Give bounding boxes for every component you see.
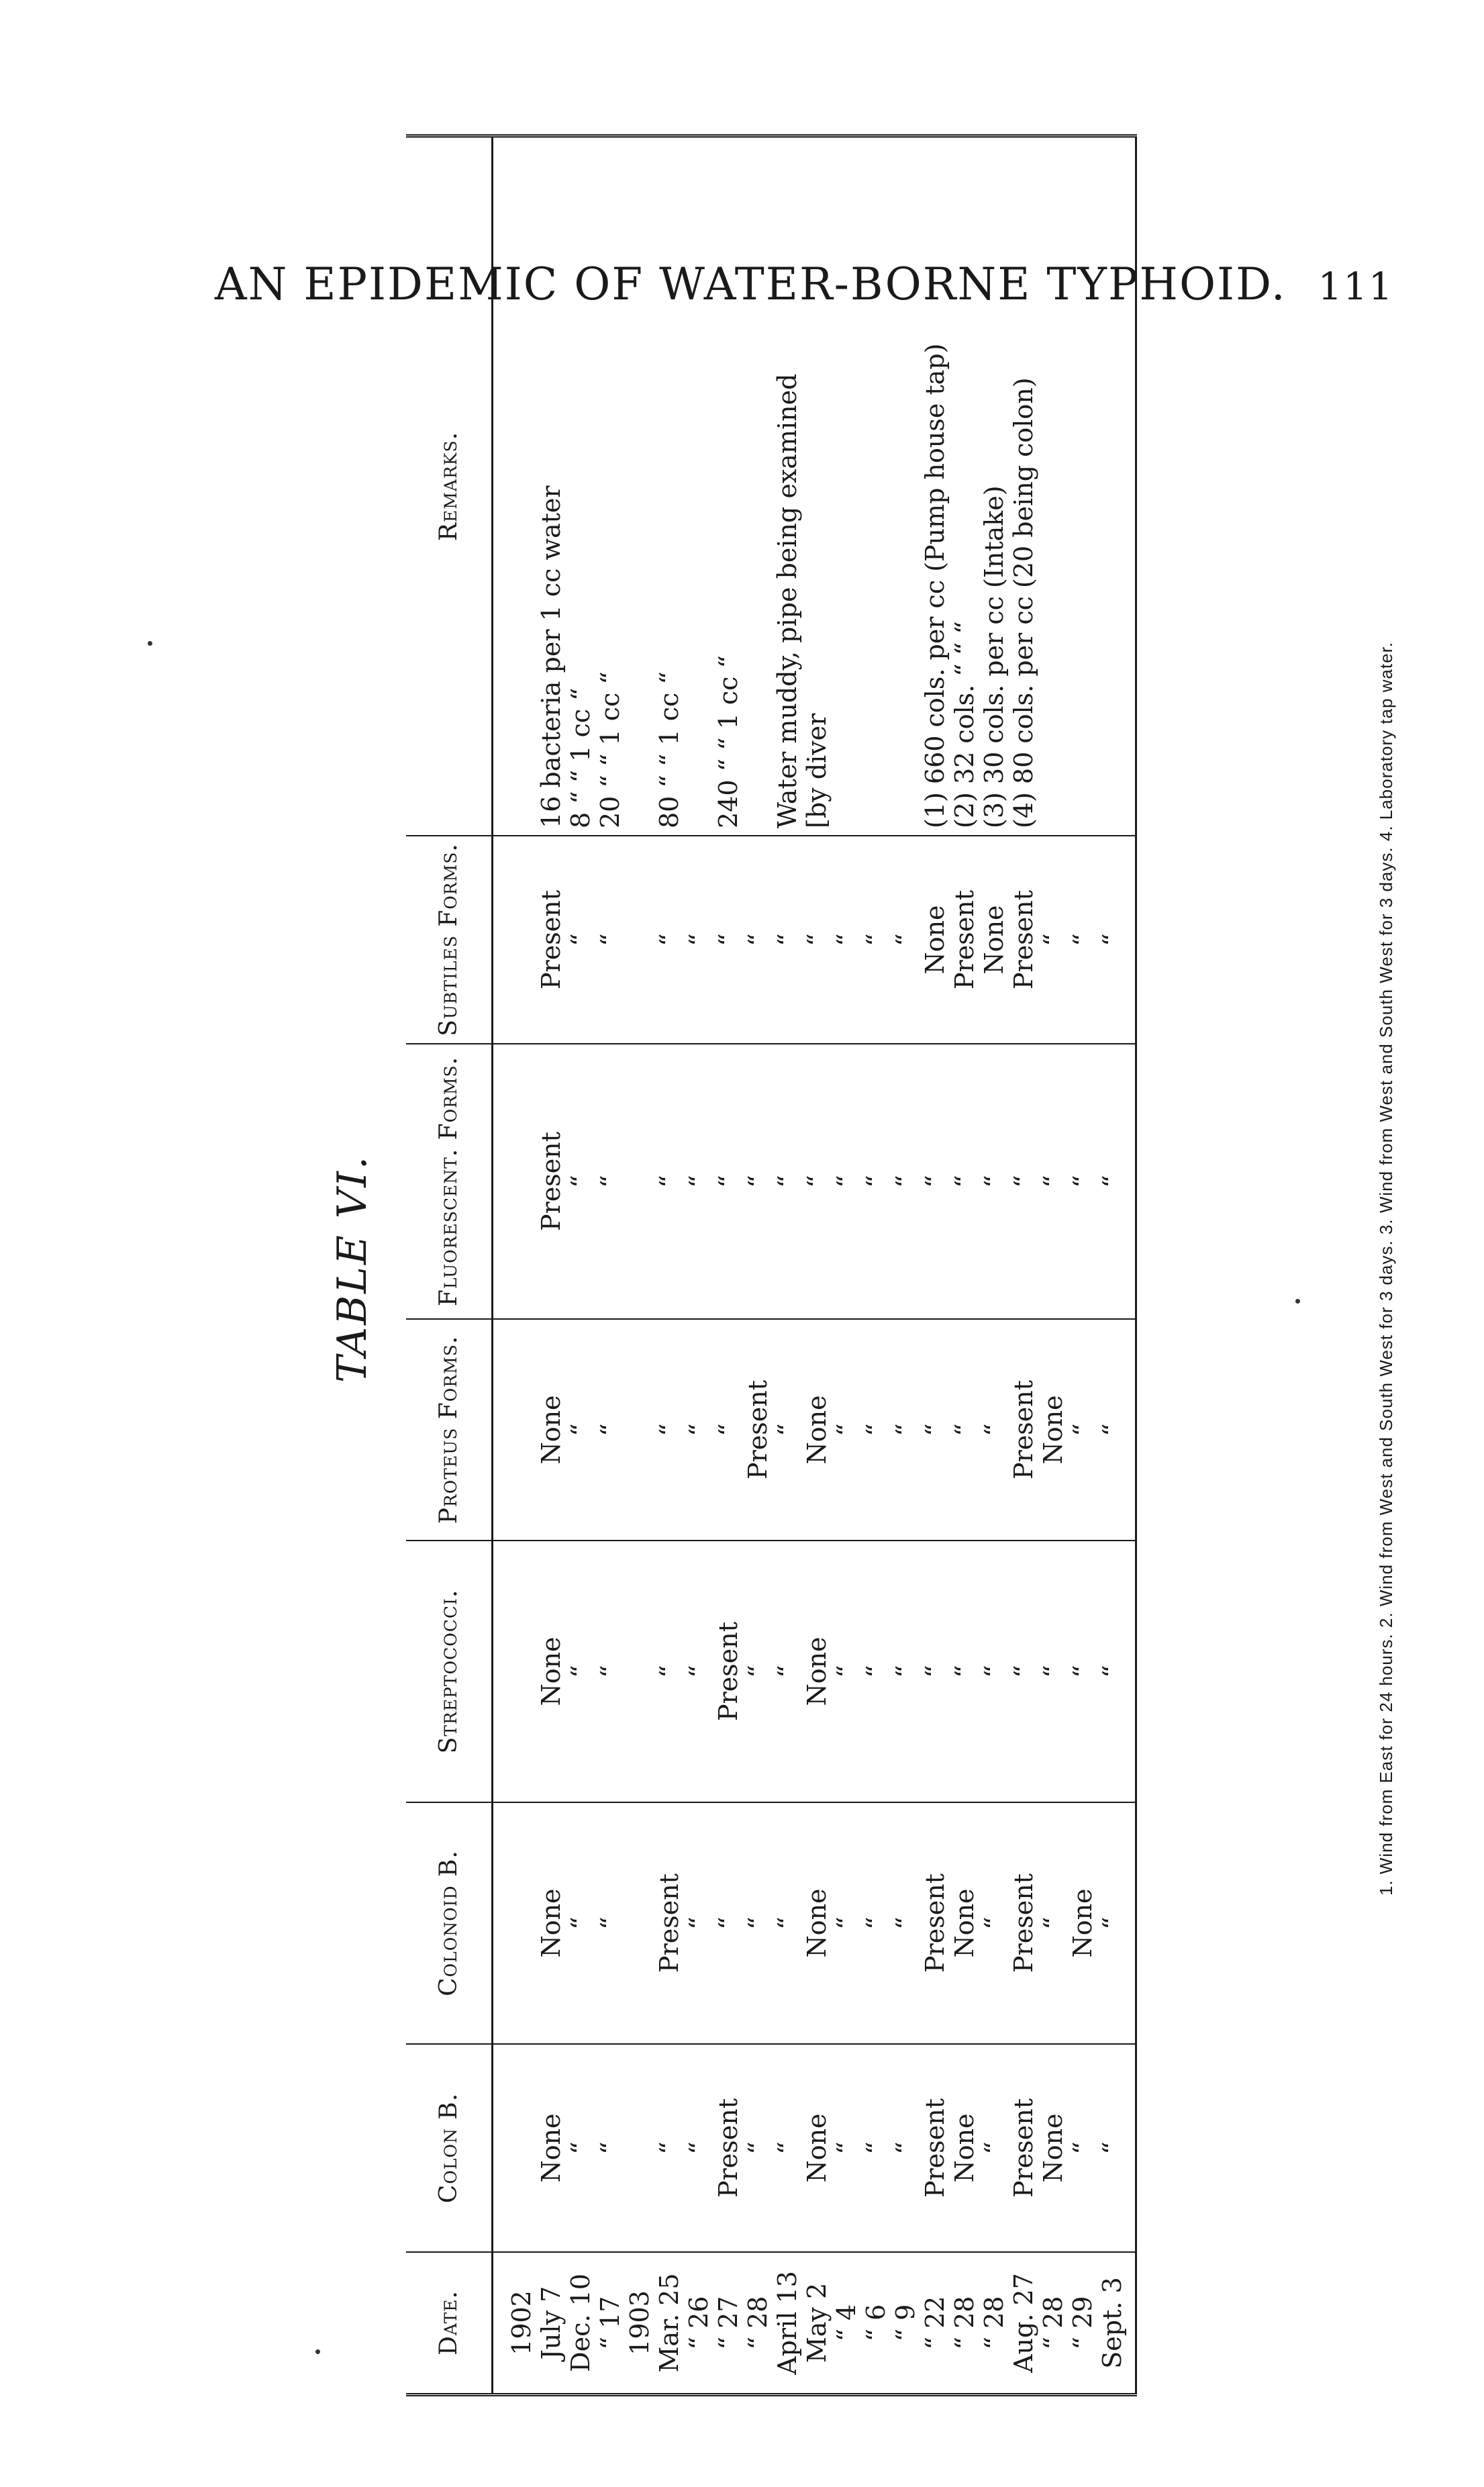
colon-b-cell: “ <box>743 2044 773 2252</box>
subtiles-cell: “ <box>832 836 861 1044</box>
remarks-cell: (1) 660 cols. per cc (Pump house tap) <box>920 343 950 828</box>
streptococci-cell: “ <box>1009 1541 1038 1802</box>
subtiles-cell: Present <box>1009 836 1038 1044</box>
fluorescent-cell: “ <box>861 1044 891 1319</box>
subtiles-cell <box>507 836 536 1044</box>
streptococci-cell: “ <box>979 1541 1009 1802</box>
colonoid-b-cell: “ <box>1038 1802 1068 2044</box>
page-number: 111 <box>1318 265 1394 309</box>
table-row <box>1009 138 1038 2393</box>
remarks-cell: 240 “ “ 1 cc “ <box>713 655 743 828</box>
fluorescent-cell: “ <box>920 1044 950 1319</box>
date-cell: “ 27 <box>713 2252 743 2393</box>
date-cell: Aug. 27 <box>1009 2252 1038 2393</box>
colon-b-cell: “ <box>773 2044 802 2252</box>
table-row <box>832 138 861 2393</box>
remarks-cell <box>743 138 773 836</box>
subtiles-cell: “ <box>1097 836 1136 1044</box>
colon-b-cell: None <box>950 2044 979 2252</box>
fluorescent-cell: “ <box>802 1044 832 1319</box>
proteus-cell: None <box>1038 1319 1068 1541</box>
fluorescent-cell: “ <box>713 1044 743 1319</box>
streptococci-cell: “ <box>1097 1541 1136 1802</box>
colon-b-cell: “ <box>684 2044 713 2252</box>
proteus-cell: “ <box>891 1319 920 1541</box>
colonoid-b-cell: “ <box>832 1802 861 2044</box>
table-row <box>861 138 891 2393</box>
remarks-cell <box>891 138 920 836</box>
table-row <box>920 138 950 2393</box>
streptococci-cell: “ <box>861 1541 891 1802</box>
streptococci-cell: None <box>802 1541 832 1802</box>
spacer-row <box>493 138 507 2393</box>
proteus-cell: “ <box>713 1319 743 1541</box>
date-cell: Dec. 10 <box>566 2252 595 2393</box>
remarks-cell <box>1097 138 1136 836</box>
table-row <box>1097 138 1136 2393</box>
remarks-cell: (2) 32 cols. “ “ “ <box>950 621 979 828</box>
colon-b-cell: None <box>802 2044 832 2252</box>
subtiles-cell: Present <box>536 836 566 1044</box>
streptococci-cell <box>625 1541 654 1802</box>
table-row <box>507 138 536 2393</box>
fluorescent-cell: “ <box>566 1044 595 1319</box>
date-cell: “ 29 <box>1068 2252 1097 2393</box>
colonoid-b-cell: “ <box>861 1802 891 2044</box>
colon-b-cell: “ <box>1068 2044 1097 2252</box>
date-cell: “ 28 <box>1038 2252 1068 2393</box>
colon-b-cell <box>507 2044 536 2252</box>
colonoid-b-cell: None <box>1068 1802 1097 2044</box>
streptococci-cell <box>507 1541 536 1802</box>
date-cell: April 13 <box>773 2252 802 2393</box>
date-cell: “ 6 <box>861 2252 891 2393</box>
colonoid-b-cell: “ <box>979 1802 1009 2044</box>
colon-b-cell: None <box>1038 2044 1068 2252</box>
table-row <box>625 138 654 2393</box>
subtiles-cell: “ <box>654 836 684 1044</box>
fluorescent-cell: “ <box>1038 1044 1068 1319</box>
colon-b-cell: Present <box>713 2044 743 2252</box>
fluorescent-cell: “ <box>743 1044 773 1319</box>
date-cell: Sept. 3 <box>1097 2252 1136 2393</box>
fluorescent-cell: “ <box>832 1044 861 1319</box>
proteus-cell: “ <box>950 1319 979 1541</box>
streptococci-cell: “ <box>684 1541 713 1802</box>
table-row <box>595 138 625 2393</box>
subtiles-cell: “ <box>713 836 743 1044</box>
date-cell: “ 9 <box>891 2252 920 2393</box>
subtiles-cell: “ <box>802 836 832 1044</box>
proteus-cell: “ <box>654 1319 684 1541</box>
table-row <box>654 138 684 2393</box>
header-streptococci: Streptococci. <box>406 1541 493 1802</box>
table-frame <box>406 134 1137 2396</box>
fluorescent-cell: “ <box>773 1044 802 1319</box>
colon-b-cell <box>625 2044 654 2252</box>
header-row <box>406 138 493 2393</box>
date-cell: 1903 <box>625 2252 654 2393</box>
subtiles-cell: Present <box>950 836 979 1044</box>
fluorescent-cell: “ <box>891 1044 920 1319</box>
table-row <box>536 138 566 2393</box>
table-row <box>743 138 773 2393</box>
header-colonoid-b: Colonoid B. <box>406 1802 493 2044</box>
remarks-cell <box>1038 138 1068 836</box>
colonoid-b-cell <box>507 1802 536 2044</box>
proteus-cell: None <box>802 1319 832 1541</box>
proteus-cell: “ <box>566 1319 595 1541</box>
date-cell: 1902 <box>507 2252 536 2393</box>
rotated-table-page <box>329 141 1484 2396</box>
colon-b-cell: “ <box>891 2044 920 2252</box>
date-cell: “ 28 <box>950 2252 979 2393</box>
proteus-cell: Present <box>743 1319 773 1541</box>
date-cell: “ 28 <box>979 2252 1009 2393</box>
streptococci-cell: “ <box>1068 1541 1097 1802</box>
subtiles-cell: “ <box>861 836 891 1044</box>
date-cell: July 7 <box>536 2252 566 2393</box>
proteus-cell: “ <box>1097 1319 1136 1541</box>
streptococci-cell: None <box>536 1541 566 1802</box>
table-row <box>1068 138 1097 2393</box>
colon-b-cell: “ <box>979 2044 1009 2252</box>
streptococci-cell: “ <box>595 1541 625 1802</box>
remarks-cell <box>625 138 654 836</box>
subtiles-cell: “ <box>1068 836 1097 1044</box>
colonoid-b-cell: “ <box>1097 1802 1136 2044</box>
table-row <box>713 138 743 2393</box>
remarks-cell: (3) 30 cols. per cc (Intake) <box>979 485 1009 828</box>
table-row <box>1038 138 1068 2393</box>
proteus-cell <box>625 1319 654 1541</box>
colonoid-b-cell: “ <box>891 1802 920 2044</box>
subtiles-cell: None <box>920 836 950 1044</box>
data-table <box>406 138 1137 2393</box>
colonoid-b-cell: “ <box>713 1802 743 2044</box>
remarks-cell <box>507 138 536 836</box>
fluorescent-cell: “ <box>1068 1044 1097 1319</box>
table-row <box>566 138 595 2393</box>
streptococci-cell: “ <box>654 1541 684 1802</box>
table-caption: TABLE VI. <box>329 1155 376 1383</box>
fluorescent-cell: “ <box>950 1044 979 1319</box>
remarks-cell <box>684 138 713 836</box>
date-cell: May 2 <box>802 2252 832 2393</box>
proteus-cell: “ <box>595 1319 625 1541</box>
remarks-cell: 80 “ “ 1 cc “ <box>654 671 684 828</box>
subtiles-cell: “ <box>1038 836 1068 1044</box>
subtiles-cell: “ <box>595 836 625 1044</box>
remarks-cell <box>1068 138 1097 836</box>
fluorescent-cell: “ <box>654 1044 684 1319</box>
fluorescent-cell: “ <box>1009 1044 1038 1319</box>
remarks-cell: 8 “ “ 1 cc “ <box>566 687 595 828</box>
proteus-cell: “ <box>1068 1319 1097 1541</box>
date-cell: Mar. 25 <box>654 2252 684 2393</box>
remarks-cell: 20 “ “ 1 cc “ <box>595 671 625 828</box>
date-cell: “ 28 <box>743 2252 773 2393</box>
subtiles-cell: “ <box>891 836 920 1044</box>
date-cell: “ 17 <box>595 2252 625 2393</box>
colonoid-b-cell: None <box>802 1802 832 2044</box>
proteus-cell: “ <box>684 1319 713 1541</box>
streptococci-cell: “ <box>832 1541 861 1802</box>
fluorescent-cell: “ <box>595 1044 625 1319</box>
table-row <box>802 138 832 2393</box>
header-subtiles-forms: Subtiles Forms. <box>406 836 493 1044</box>
remarks-cell: (4) 80 cols. per cc (20 being colon) <box>1009 377 1038 828</box>
colonoid-b-cell: Present <box>654 1802 684 2044</box>
subtiles-cell: “ <box>566 836 595 1044</box>
colon-b-cell: “ <box>832 2044 861 2252</box>
fluorescent-cell <box>507 1044 536 1319</box>
header-remarks: Remarks. <box>406 138 493 836</box>
colonoid-b-cell: “ <box>743 1802 773 2044</box>
colonoid-b-cell: “ <box>773 1802 802 2044</box>
streptococci-cell: “ <box>920 1541 950 1802</box>
subtiles-cell: “ <box>684 836 713 1044</box>
subtiles-cell: None <box>979 836 1009 1044</box>
colon-b-cell: “ <box>566 2044 595 2252</box>
header-proteus-forms: Proteus Forms. <box>406 1319 493 1541</box>
table-row <box>950 138 979 2393</box>
proteus-cell: “ <box>861 1319 891 1541</box>
proteus-cell: “ <box>773 1319 802 1541</box>
fluorescent-cell: “ <box>979 1044 1009 1319</box>
colonoid-b-cell: “ <box>566 1802 595 2044</box>
remarks-cell <box>861 138 891 836</box>
fluorescent-cell: “ <box>1097 1044 1136 1319</box>
colon-b-cell: “ <box>1097 2044 1136 2252</box>
proteus-cell: “ <box>920 1319 950 1541</box>
fluorescent-cell: Present <box>536 1044 566 1319</box>
colon-b-cell: “ <box>654 2044 684 2252</box>
speck-mark <box>148 641 152 646</box>
colon-b-cell: “ <box>861 2044 891 2252</box>
colon-b-cell: “ <box>595 2044 625 2252</box>
colon-b-cell: None <box>536 2044 566 2252</box>
streptococci-cell: “ <box>950 1541 979 1802</box>
streptococci-cell: Present <box>713 1541 743 1802</box>
subtiles-cell <box>625 836 654 1044</box>
table-footnote: 1. Wind from East for 24 hours. 2. Wind from West and South West for 3 days. 3. Wind from West and South West for 3 days. 4. Laboratory tap water. <box>1376 641 1396 1896</box>
proteus-cell: None <box>536 1319 566 1541</box>
header-fluorescent-forms: Fluorescent. Forms. <box>406 1044 493 1319</box>
streptococci-cell: “ <box>1038 1541 1068 1802</box>
streptococci-cell: “ <box>566 1541 595 1802</box>
colonoid-b-cell <box>625 1802 654 2044</box>
date-cell: “ 22 <box>920 2252 950 2393</box>
colonoid-b-cell: “ <box>595 1802 625 2044</box>
subtiles-cell: “ <box>743 836 773 1044</box>
colon-b-cell: Present <box>920 2044 950 2252</box>
table-row <box>684 138 713 2393</box>
streptococci-cell: “ <box>743 1541 773 1802</box>
date-cell: “ 26 <box>684 2252 713 2393</box>
colonoid-b-cell: None <box>950 1802 979 2044</box>
fluorescent-cell: “ <box>684 1044 713 1319</box>
remarks-cell: 16 bacteria per 1 cc water <box>536 485 566 828</box>
proteus-cell <box>507 1319 536 1541</box>
colonoid-b-cell: Present <box>1009 1802 1038 2044</box>
proteus-cell: Present <box>1009 1319 1038 1541</box>
table-row <box>773 138 802 2393</box>
header-colon-b: Colon B. <box>406 2044 493 2252</box>
colonoid-b-cell: Present <box>920 1802 950 2044</box>
table-row <box>891 138 920 2393</box>
streptococci-cell: “ <box>891 1541 920 1802</box>
speck-mark <box>315 2349 320 2354</box>
subtiles-cell: “ <box>773 836 802 1044</box>
remarks-cell: [by diver <box>802 713 832 828</box>
streptococci-cell: “ <box>773 1541 802 1802</box>
colonoid-b-cell: “ <box>684 1802 713 2044</box>
fluorescent-cell <box>625 1044 654 1319</box>
proteus-cell: “ <box>979 1319 1009 1541</box>
table-body <box>493 138 1136 2393</box>
colon-b-cell: Present <box>1009 2044 1038 2252</box>
proteus-cell: “ <box>832 1319 861 1541</box>
date-cell: “ 4 <box>832 2252 861 2393</box>
remarks-cell <box>832 138 861 836</box>
remarks-cell: Water muddy, pipe being examined <box>773 373 802 828</box>
table-row <box>979 138 1009 2393</box>
running-title: AN EPIDEMIC OF WATER-BORNE TYPHOID. <box>215 258 1287 310</box>
colonoid-b-cell: None <box>536 1802 566 2044</box>
header-date: Date. <box>406 2252 493 2393</box>
